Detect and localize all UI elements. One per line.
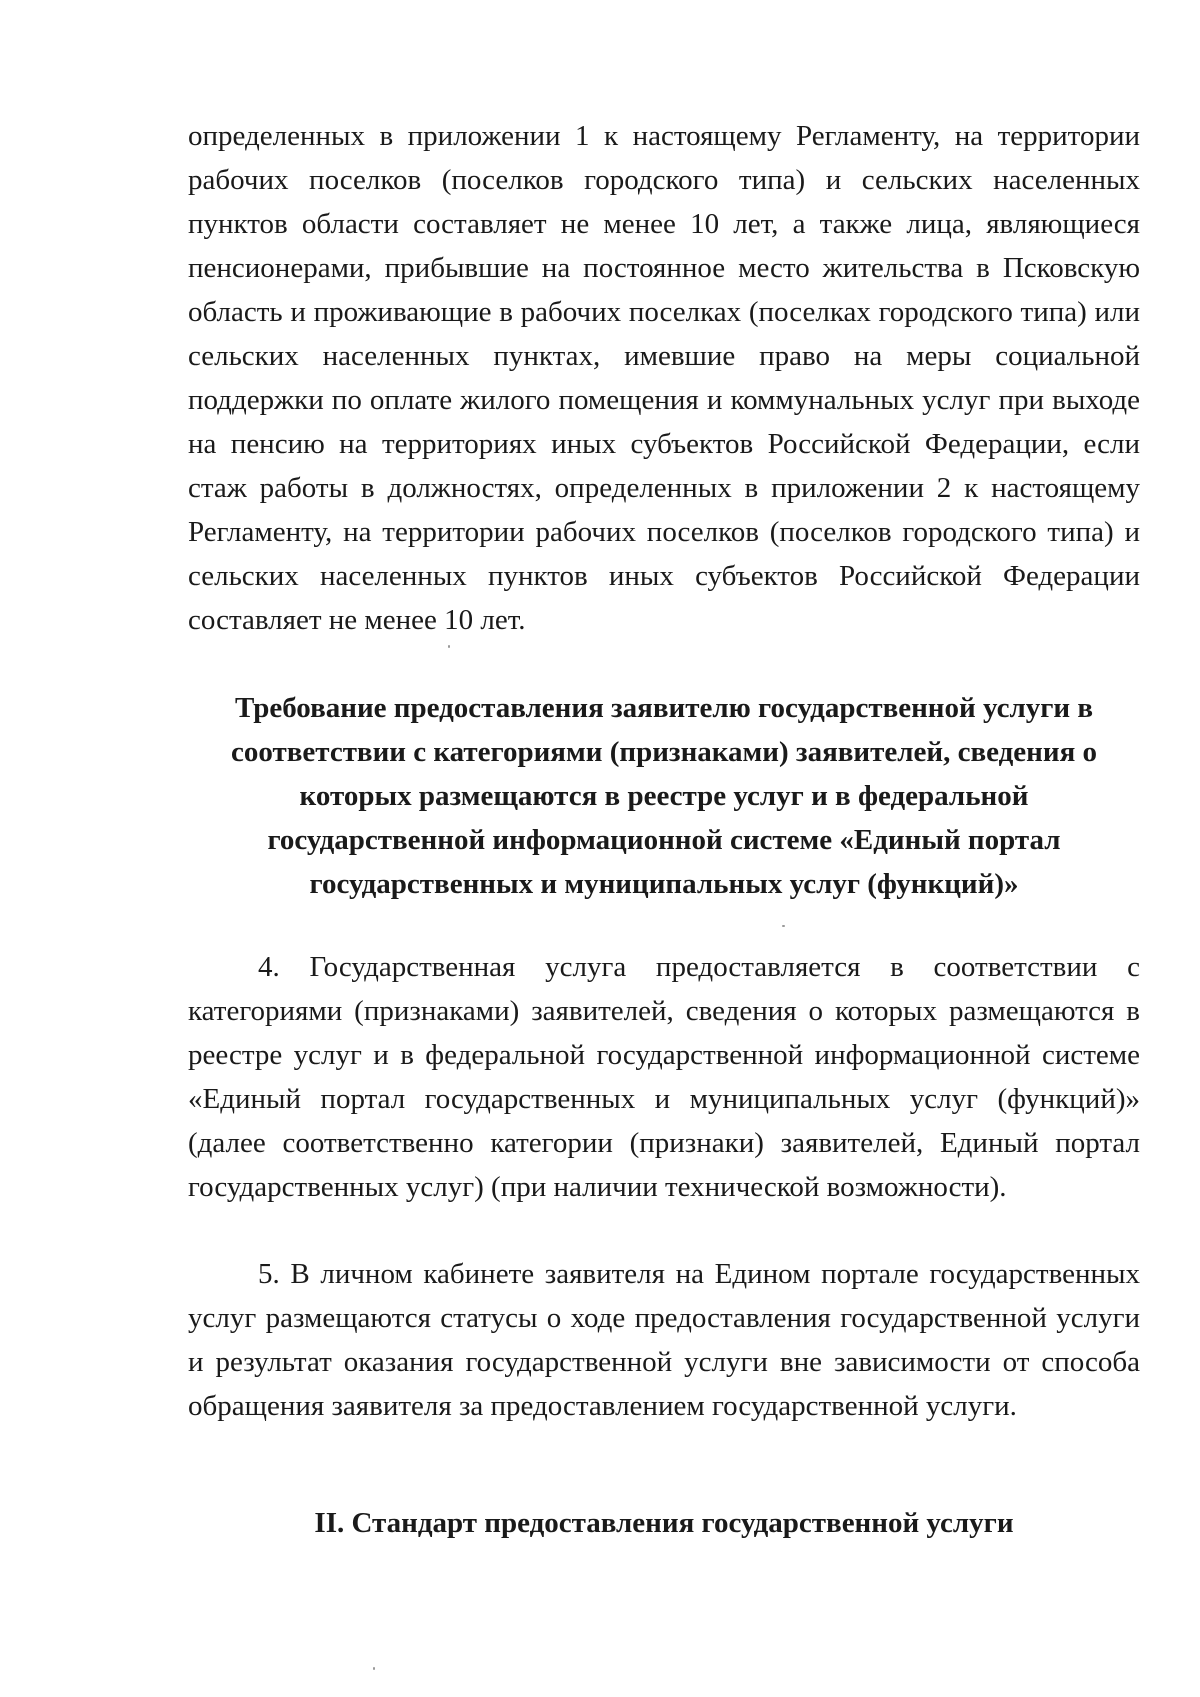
scan-speck	[448, 645, 450, 648]
scan-speck	[373, 1667, 375, 1670]
paragraph-continuation: определенных в приложении 1 к настоящему Регламенту, на территории рабочих поселков (поселков городского типа) и сельских населенных пунктов области составляет не менее 10 лет, а также лица, являющиеся пенсионерами, прибывшие на постоянное место жительства в Псковскую область и проживающие в рабочих поселках (поселках городского типа) или сельских населенных пунктах, имевшие право на меры социальной поддержки по оплате жилого помещения и коммунальных услуг при выходе на пенсию на территориях иных субъектов Российской Федерации, если стаж работы в должностях, определенных в приложении 2 к настоящему Регламенту, на территории рабочих поселков (поселков городского типа) и сельских населенных пунктов иных субъектов Российской Федерации составляет не менее 10 лет.	[188, 120, 1140, 636]
scan-speck	[782, 925, 785, 927]
heading-section-2: II. Стандарт предоставления государственной услуги	[314, 1507, 1014, 1539]
heading-requirement: Требование предоставления заявителю государственной услуги в соответствии с категориями (признаками) заявителей, сведения о которых размещаются в реестре услуг и в федеральной государственной информационной системе «Единый портал государственных и муниципальных услуг (функций)»	[230, 692, 1098, 900]
paragraph-4: 4. Государственная услуга предоставляется в соответствии с категориями (признаками) заявителей, сведения о которых размещаются в реестре услуг и в федеральной государственной информационной системе «Единый портал государственных и муниципальных услуг (функций)» (далее соответственно категории (признаки) заявителей, Единый портал государственных услуг) (при наличии технической возможности).	[188, 951, 1140, 1203]
paragraph-5: 5. В личном кабинете заявителя на Едином портале государственных услуг размещаются статусы о ходе предоставления государственной услуги и результат оказания государственной услуги вне зависимости от способа обращения заявителя за предоставлением государственной услуги.	[188, 1258, 1140, 1422]
